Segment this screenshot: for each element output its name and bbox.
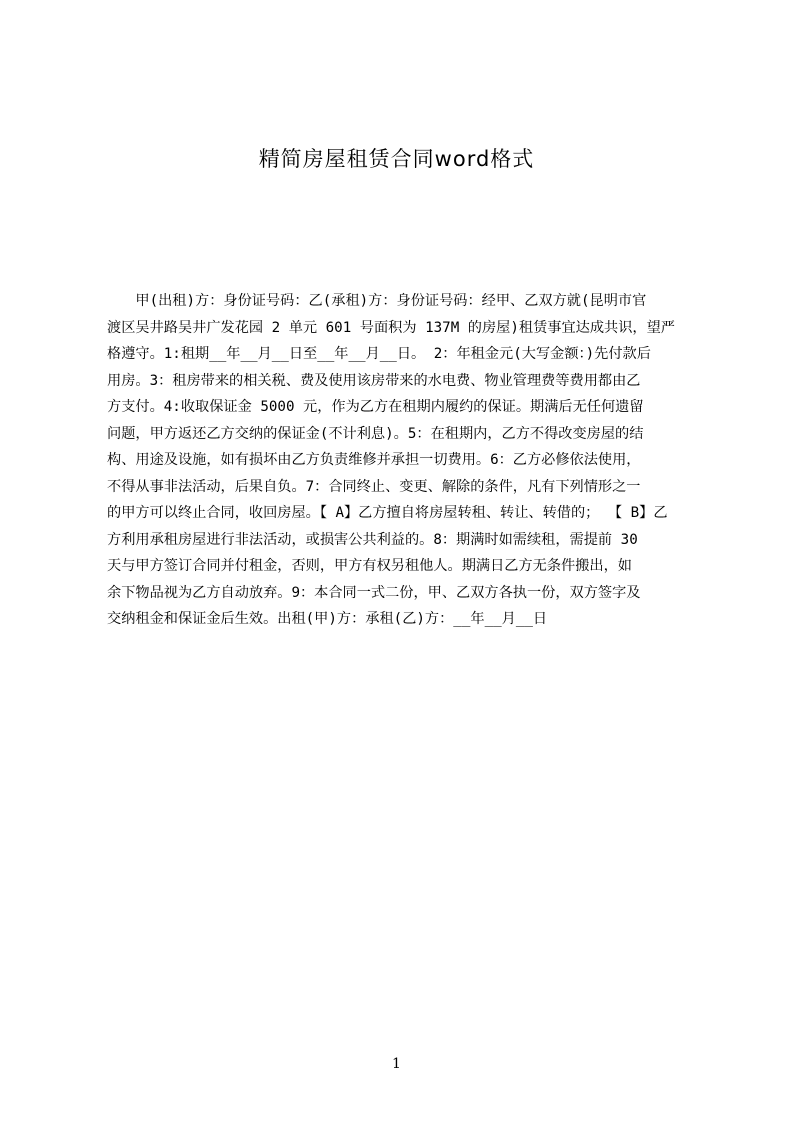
body-line: 格遵守。1:租期__年__月__日至__年__月__日。 2：年租金元(大写金额：)先付款后 — [107, 346, 651, 362]
body-line: 构、用途及设施，如有损坏由乙方负责维修并承担一切费用。6：乙方必修依法使用， — [107, 452, 641, 468]
body-line: 甲(出租)方：身份证号码：乙(承租)方：身份证号码：经甲、乙双方就(昆明市官 — [107, 293, 647, 309]
body-line: 问题，甲方返还乙方交纳的保证金(不计利息)。5：在租期内，乙方不得改变房屋的结 — [107, 425, 644, 442]
body-line: 的甲方可以终止合同，收回房屋。【 A】乙方擅自将房屋转租、转让、转借的； 【 B】乙 — [107, 505, 668, 521]
contract-body — [107, 288, 704, 633]
body-line: 方支付。4:收取保证金 5000 元，作为乙方在租期内履约的保证。期满后无任何遗留 — [107, 399, 644, 415]
body-line: 用房。3：租房带来的相关税、费及使用该房带来的水电费、物业管理费等费用都由乙 — [107, 372, 641, 389]
body-line: 方利用承租房屋进行非法活动，或损害公共利益的。8：期满时如需续租，需提前 30 — [107, 531, 638, 548]
page-number: 1 — [392, 1056, 401, 1072]
body-line: 渡区吴井路吴井广发花园 2 单元 601 号面积为 137M 的房屋)租赁事宜达成共识，望严 — [107, 319, 675, 336]
body-line: 余下物品视为乙方自动放弃。9：本合同一式二份，甲、乙双方各执一份，双方签字及 — [107, 584, 641, 601]
body-line: 天与甲方签订合同并付租金，否则，甲方有权另租他人。期满日乙方无条件搬出，如 — [107, 558, 632, 574]
document-title: 精简房屋租赁合同word格式 — [258, 147, 535, 171]
body-line: 交纳租金和保证金后生效。出租(甲)方：承租(乙)方：__年__月__日 — [107, 611, 548, 627]
body-line: 不得从事非法活动，后果自负。7：合同终止、变更、解除的条件，凡有下列情形之一 — [107, 478, 641, 495]
